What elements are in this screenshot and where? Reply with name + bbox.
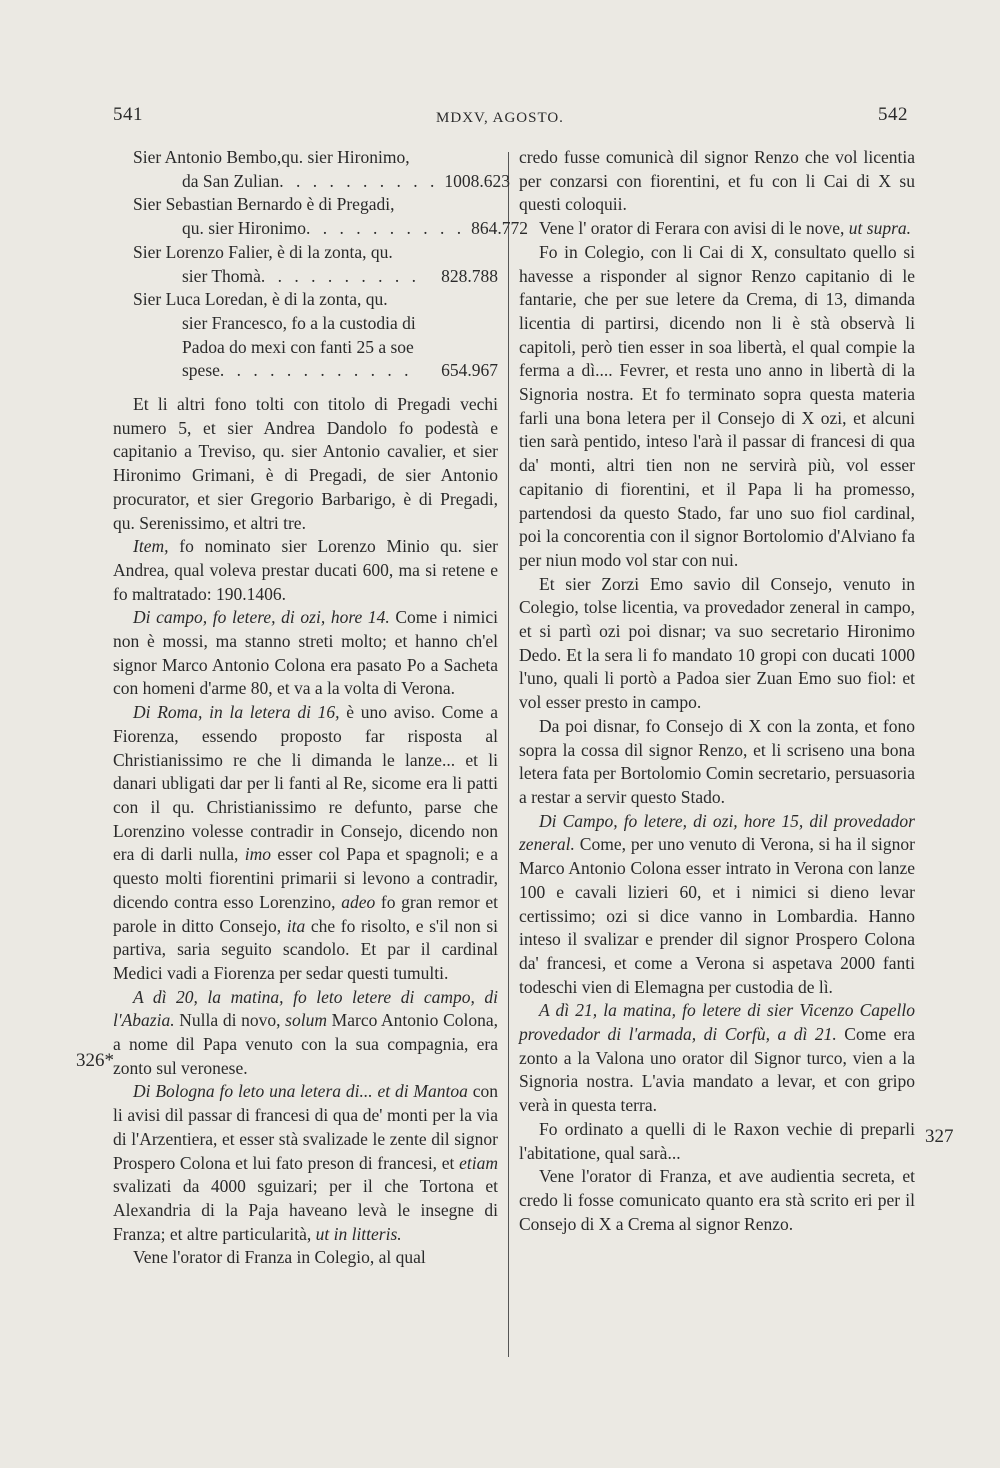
right-column xyxy=(519,146,915,1236)
candidate-continuation: sier Thomà xyxy=(182,265,261,286)
paragraph: Et sier Zorzi Emo savio dil Consejo, venuto in Colegio, tolse licentia, va provedador zeneral in campo, et si partì ozi poi disnar; va suo secretario Hironimo Dedo. Et la sera li fo mandato 10 gropi con ducati 1000 l'uno, quali li portò a Padoa sier Zuan Emo suo fiol: et vol esser presto in campo. xyxy=(519,573,915,713)
vote-count: 654.967 xyxy=(441,360,498,381)
vote-count: 1008.623 xyxy=(444,170,510,191)
list-item xyxy=(113,241,498,265)
vote-count: 828.788 xyxy=(441,265,498,286)
left-column xyxy=(113,146,528,1270)
paragraph: Di campo, fo letere, di ozi, hore 14. Come i nimici non è mossi, ma stanno streti molto; et hanno ch'el signor Marco Antonio Colona era pasato Po a Sacheta con homeni d'arme 80, et va a la volta di Verona. xyxy=(113,607,498,699)
paragraph: Vene l' orator di Ferara con avisi di le nove, ut supra. xyxy=(539,218,912,239)
candidate-name: Sier Luca Loredan, è di la zonta, qu. xyxy=(133,289,388,310)
list-item: sier Thomà . . . . . . . . . . 828.788 xyxy=(113,265,498,289)
paragraph: Fo ordinato a quelli di le Raxon vechie di preparli l'abitatione, qual sarà... xyxy=(519,1118,915,1163)
list-item: qu. sier Hironimo . . . . . . . . . . 864.772 xyxy=(113,217,498,241)
paragraph: Vene l'orator di Franza in Colegio, al qual xyxy=(133,1247,426,1268)
paragraph: Da poi disnar, fo Consejo di X con la zonta, et fono sopra la cossa dil signor Renzo, et li scriseno una bona letera fata per Bortolomio Comin secretario, persuasoria a restar a servir questo Stado. xyxy=(519,715,915,807)
candidate-continuation: spese xyxy=(182,360,220,381)
list-item xyxy=(113,193,498,217)
list-item xyxy=(113,288,498,312)
list-item xyxy=(113,312,498,336)
candidate-continuation: da San Zulian xyxy=(182,170,280,191)
vote-count: 864.772 xyxy=(471,218,528,239)
paragraph: Di Roma, in la letera di 16, è uno aviso. Come a Fiorenza, essendo proposto far risposta al Christianissimo re che li dimanda le lanze... et li danari ubligati dar per li fanti al Re, sicome era li patti con il qu. Christianissimo re defunto, parse che Lorenzino volesse contradir in Consejo, dicendo non era di darli nulla, imo esser col Papa et spagnoli; e a questo molti fiorentini primarii si levono a contradir, dicendo contra esso Lorenzino, adeo fo gran remor et parole in ditto Consejo, ita che fo risolto, e s'il non si partiva, saria seguito scandolo. Et par il cardinal Medici vadi a Fiorenza per sedar questi tumulti. xyxy=(113,702,499,983)
paragraph: Et li altri fono tolti con titolo di Pregadi vechi numero 5, et sier Andrea Dandolo fo podestà e capitanio a Treviso, qu. sier Antonio cavalier, et sier Hironimo Grimani, è di Pregadi, de sier Antonio procurator, et sier Gregorio Barbarigo, è di Pregadi, qu. Serenissimo, et altri tre. xyxy=(113,394,498,533)
margin-note-left: 326* xyxy=(76,1050,114,1071)
paragraph: A dì 20, la matina, fo leto letere di campo, di l'Abazia. Nulla di novo, solum Marco Antonio Colona, a nome dil Papa venuto con la sua compagnia, era zonto sul veronese. xyxy=(113,986,499,1078)
candidate-continuation: qu. sier Hironimo xyxy=(182,218,306,239)
list-item: da San Zulian . . . . . . . . . . 1008.623 xyxy=(113,170,498,194)
candidate-continuation: sier Francesco, fo a la custodia di xyxy=(182,312,416,333)
candidate-continuation: Padoa do mexi con fanti 25 a soe xyxy=(182,336,414,357)
list-item: spese . . . . . . . . . . . . 654.967 xyxy=(113,359,498,383)
list-item xyxy=(113,146,498,170)
paragraph: Di Bologna fo leto una letera di... et di Mantoa con li avisi dil passar di francesi di qua de' monti per la via di l'Arzentiera, et esser stà svalizade le zente dil signor Prospero Colona et lui fato preson di francesi, et etiam svalizati da 4000 sguizari; per il che Tortona et Alexandria di la Paja haveano levà le insegne di Franza; et altre particularità, ut in litteris. xyxy=(113,1081,498,1244)
paragraph: credo fusse comunicà dil signor Renzo che vol licentia per conzarsi con fiorentini, et fu con li Cai di X su questi coloquii. xyxy=(519,147,915,215)
election-list xyxy=(113,146,528,383)
list-item xyxy=(113,336,498,360)
paragraph: A dì 21, la matina, fo letere di sier Vicenzo Capello provedador di l'armada, di Corfù, a dì 21. Come era zonto a la Valona uno orator dil Signor turco, vien a la Signoria nostra. L'avia mandato a levar, et con gripo verà in questa terra. xyxy=(519,1000,915,1116)
page-number-left: 541 xyxy=(113,104,143,125)
page-number-right: 542 xyxy=(878,104,908,125)
paragraph: Vene l'orator di Franza, et ave audientia secreta, et credo li fosse comunicato quanto era stà scrito eri per il Consejo di X a Crema al signor Renzo. xyxy=(519,1166,915,1234)
column-rule xyxy=(508,152,509,1357)
paragraph: Item, fo nominato sier Lorenzo Minio qu. sier Andrea, qual voleva prestar ducati 600, ma si retene e fo maltratado: 190.1406. xyxy=(113,536,498,604)
candidate-name: Sier Antonio Bembo,qu. sier Hironimo, xyxy=(133,147,410,167)
paragraph: Fo in Colegio, con li Cai di X, consultato quello si havesse a risponder al signor Renzo capitanio di le fantarie, che per sue letere da Crema, di 13, dimanda licentia di partirsi, dicendo non li è stà observà li capitoli, però tien esser in soa libertà, el qual compie la ferma a dì.... Fevrer, et resta uno anno in libertà di la Signoria nostra. Et fo terminato sopra questa materia farli una bona letera per il Consejo di X ozi, et alcuni tien sarà pentido, inteso l'arà il passar di francesi di qua da' monti, altri tien non ne servirà più, vol esser capitanio di fiorentini, et il Papa li ha promesso, partendosi da questo Stado, far uno suo fiol cardinal, poi la concorentia con il signor Bortolomio d'Alviano fa per niun modo vol star con nui. xyxy=(519,241,915,570)
candidate-name: Sier Sebastian Bernardo è di Pregadi, xyxy=(133,194,395,215)
candidate-name: Sier Lorenzo Falier, è di la zonta, qu. xyxy=(133,241,393,262)
running-header: MDXV, AGOSTO. xyxy=(436,110,564,126)
paragraph: Di Campo, fo letere, di ozi, hore 15, dil provedador zeneral. Come, per uno venuto di Verona, si ha il signor Marco Antonio Colona esser intrato in Verona con lanze 100 e cavali lizieri 60, et i nimici si dieno levar certissimo; ozi si dice vanno in Lombardia. Hanno inteso il svalizar e prender dil signor Prospero Colona da' francesi, et come a Verona si aspetava 2000 fanti todeschi vien di Elemagna per custodia de lì. xyxy=(519,810,915,997)
margin-note-right: 327 xyxy=(925,1126,954,1147)
